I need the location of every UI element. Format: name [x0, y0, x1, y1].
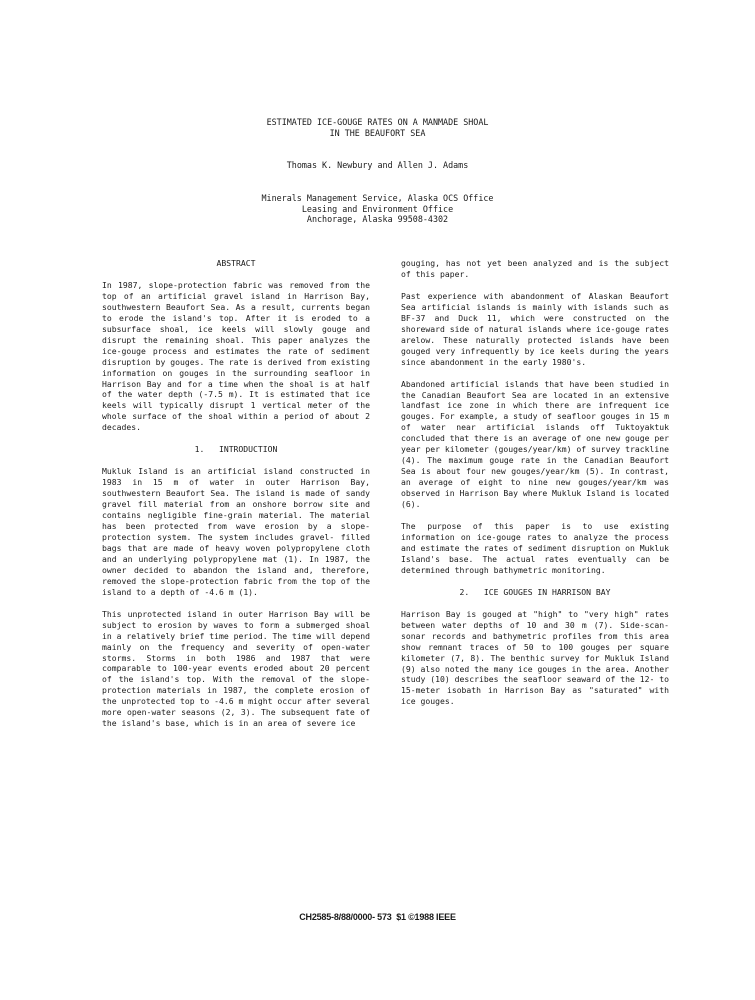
title-line-1: ESTIMATED ICE-GOUGE RATES ON A MANMADE SHOAL: [266, 117, 489, 127]
body-paragraph-1: gouging, has not yet been analyzed and is the subject of this paper.: [401, 258, 669, 279]
title-line-2: IN THE BEAUFORT SEA: [329, 127, 426, 138]
authors: Thomas K. Newbury and Allen J. Adams: [286, 160, 469, 170]
intro-paragraph-1: Mukluk Island is an artificial island constructed in 1983 in 15 m of water in outer Harrison Bay, southwestern Beaufort Sea. The island is made of sandy gravel fill material from an onshore borrow site and contains negligible fine-grain material. The material has been protected from wave erosion by a slope-protection system. The system includes gravel- filled bags that are made of heavy woven polypropylene cloth and an underlying polypropylene mat (1). In 1987, the owner decided to abandon the island and, therefore, removed the slope-protection fabric from the top of the island to a depth of -4.6 m (1).: [102, 466, 371, 597]
body-paragraph-4: The purpose of this paper is to use existing information on ice-gouge rates to analyze the process and estimate the rates of sediment disruption on Mukluk Island's base. The actual rates eventually can be determined through bathymetric monitoring.: [401, 521, 670, 575]
intro-paragraph-2: This unprotected island in outer Harrison Bay will be subject to erosion by waves to form a submerged shoal in a relatively brief time period. The time will depend mainly on the frequency and severity of open-water storms. Storms in both 1986 and 1987 that were comparable to 100-year events eroded about 20 percent of the island's top. With the removal of the slope-protection materials in 1987, the complete erosion of the unprotected top to -4.6 m might occur after several more open-water seasons (2, 3). The subsequent fate of the island's base, which is in an area of severe ice: [102, 608, 371, 729]
abstract-text: In 1987, slope-protection fabric was removed from the top of an artificial gravel island in Harrison Bay, southwestern Beaufort Sea. As a result, currents began to erode the island's top. After it is eroded to a subsurface shoal, ice keels will slowly gouge and disrupt the remaining shoal. This paper analyzes the ice-gouge process and estimates the rate of sediment disruption by gouges. The rate is derived from existing information on gouges in the surrounding seafloor in Harrison Bay and for a time when the shoal is at half of the water depth (-7.5 m). It is estimated that ice keels will typically disrupt 1 vertical meter of the whole surface of the shoal within a period of about 2 decades.: [102, 279, 371, 433]
body-paragraph-3: Abandoned artificial islands that have been studied in the Canadian Beaufort Sea are located in an extensive landfast ice zone in which there are infrequent ice gouges. For example, a study of seafloor gouges in 15 m of water near artificial islands off Tuktoyaktuk concluded that there is an average of one new gouge per year per kilometer (gouges/year/km) of survey trackline (4). The maximum gouge rate in the Canadian Beaufort Sea is about four new gouges/year/km (5). In contrast, an average of eight to nine new gouges/year/km was observed in Harrison Bay where Mukluk Island is located (6).: [401, 378, 670, 510]
left-column: [102, 258, 370, 740]
copyright-footer: CH2585-8/88/0000- 573 $1 ©1988 IEEE: [299, 912, 456, 922]
body-paragraph-2: Past experience with abandonment of Alaskan Beaufort Sea artificial islands is mainly with islands such as BF-37 and Duck 11, which were constructed on the shoreward side of natural islands where ice-gouge rates arelow. These naturally protected islands have been gouged very infrequently by ice keels during the years since abandonment in the early 1980's.: [401, 290, 670, 367]
right-column: [401, 258, 669, 718]
body-paragraph-5: Harrison Bay is gouged at "high" to "very high" rates between water depths of 10 and 30 m (7). Side-scan-sonar records and bathymetric profiles from this area show remnant traces of 50 to 100 gouges per square kilometer (7, 8). The benthic survey for Mukluk Island (9) also noted the many ice gouges in the area. Another study (10) describes the seafloor seaward of the 12- to 15-meter isobath in Harrison Bay as "saturated" with ice gouges.: [401, 608, 670, 707]
affiliation-line-2: Leasing and Environment Office: [301, 203, 454, 214]
paper-title: [0, 117, 755, 138]
introduction-heading: 1. INTRODUCTION: [194, 444, 278, 455]
affiliation-line-1: Minerals Management Service, Alaska OCS Office: [261, 193, 494, 203]
affiliation: [0, 193, 755, 225]
affiliation-line-3: Anchorage, Alaska 99508-4302: [306, 214, 449, 224]
section-2-heading: 2. ICE GOUGES IN HARRISON BAY: [459, 586, 611, 597]
abstract-heading: ABSTRACT: [216, 258, 256, 268]
